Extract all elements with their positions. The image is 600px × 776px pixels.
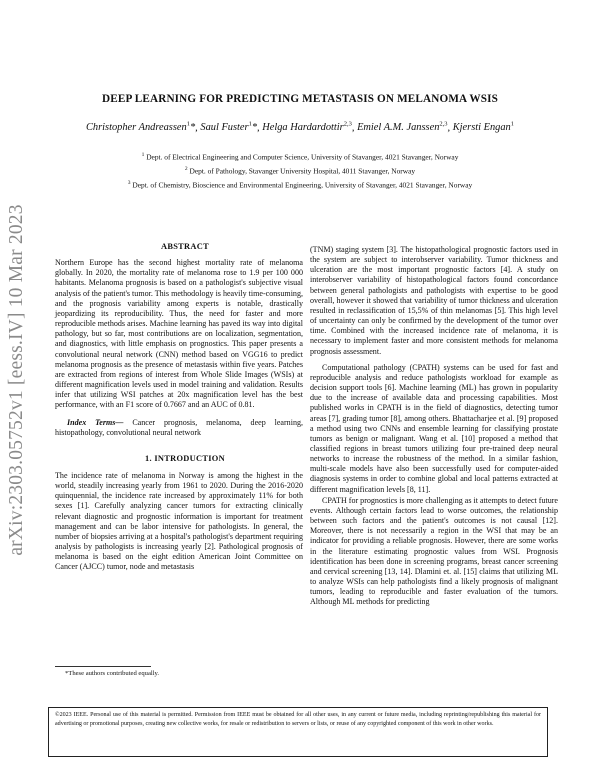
right-column [310, 245, 558, 607]
abstract-text: Northern Europe has the second highest mortality rate of melanoma globally. In 2020, the mortality rate of melanoma rose to 1.9 per 100 000 habitants. Melanoma prognosis is based on a pathologist's subjective visual analysis of the patient's tumor. This methodology is heavily time-consuming, and the prognosis variability among experts is notable, drastically jeopardizing its reproducibility. Thus, the need for faster and more reproducible methods arises. Machine learning has paved its way into digital pathology, but so far, most contributions are on localization, segmentation, and diagnostics, with little emphasis on prognostics. This paper presents a convolutional neural network (CNN) method based on VGG16 to predict melanoma prognosis as the presence of metastasis within five years. Patches are extracted from regions of interest from Whole Slide Images (WSIs) at different magnification levels used in model training and validation. Results infer that utilizing WSI patches at 20x magnification level has the best performance, with an F1 score of 0.7667 and an AUC of 0.81. [55, 258, 303, 410]
author: Helga Hardardottir$^{2,3}$ [262, 121, 352, 134]
author: Christopher Andreassen$^1$* [85, 121, 196, 134]
affiliation: $^3$ Dept. of Chemistry, Bioscience and Environmental Engineering, University of Stavanger, 4021 Stavanger, Norway [127, 180, 473, 190]
copyright-notice: ©2023 IEEE. Personal use of this material is permitted. Permission from IEEE must be obtained for all other uses, in any current or future media, including reprinting/republishing this material for advertising or promotional purposes, creating new collective works, for resale or redistribution to servers or lists, or reuse of any copyrighted component of this work in other works. [48, 707, 548, 757]
author: Saul Fuster$^1$* [200, 121, 258, 134]
body-paragraph: CPATH for prognostics is more challenging as it attempts to detect future events. Although certain factors lead to worse outcomes, the relationship between such factors and the patient's outcomes is not causal [12]. Moreover, there is not necessarily a region in the WSI that may be an indicator for providing a reliable prognosis. However, there are some works in the literature estimating prognostic values from WSI. Prognosis identification has been done in screening programs, breast cancer screening and cervical screening [13, 14]. Dlamini et. al. [15] claims that utilizing ML to analyze WSIs can help pathologists find a likely prognosis of malignant tumors, leading to reproducible and faster evaluation of the tumors. Although ML methods for predicting [310, 495, 558, 607]
paper-title: DEEP LEARNING FOR PREDICTING METASTASIS ON MELANOMA WSIS [102, 93, 498, 105]
abstract-heading: ABSTRACT [160, 242, 209, 251]
footnote: *These authors contributed equally. [65, 670, 160, 677]
body-paragraph: Computational pathology (CPATH) systems can be used for fast and reproducible analysis and reduce pathologists workload for example as decision support tools [6]. Machine learning (ML) has grown in popularity due to the increase of available data and processing capabilities. Most published works in CPATH is in the field of diagnostics, detecting tumor areas [7], grading tumor [8], among others. Bhattacharjee et al. [9] proposed a method using two CNNs and ensemble learning for classifying prostate tumors as benign or malignant. Wang et al. [10] proposed a method that classified regions in breast tumors utilizing four pre-trained deep neural networks to increase the robustness of the method. In a similar fashion, multi-scale models have also been successfully used for computer-aided diagnosis systems in order to combine global and local patterns extracted at different magnification levels [8, 11]. [310, 362, 558, 494]
author: Kjersti Engan$^1$ [452, 121, 515, 134]
arxiv-identifier [4, 200, 30, 560]
affiliation: $^1$ Dept. of Electrical Engineering and Computer Science, University of Stavanger, 4021 Stavanger, Norway [141, 152, 459, 162]
author: Emiel A.M. Janssen$^{2,3}$ [357, 121, 448, 134]
introduction-text: The incidence rate of melanoma in Norway is among the highest in the world, steadily increasing yearly from 1961 to 2020. During the 2016-2020 quinquennial, the incidence rate increased by approximately 11% for both sexes [1]. Carefully analyzing cancer tumors for extracting clinically relevant diagnostic and prognostic information is important for treatment management and can be labor intensive for pathologists. In general, the number of biopsies arriving at a hospital's pathologist's department requiring analysis by pathologists is increasing yearly [2]. Pathological prognosis of melanoma is based on the eight edition American Joint Committee on Cancer (AJCC) tumor, node and metastasis [55, 470, 303, 572]
introduction-heading: 1. INTRODUCTION [145, 453, 225, 463]
index-terms: Index Terms— Cancer prognosis, melanoma, deep learning, histopathology, convolutional neural network [55, 417, 304, 437]
footnote-rule [55, 666, 151, 667]
affiliation: $^2$ Dept. of Pathology, Stavanger University Hospital, 4011 Stavanger, Norway [184, 166, 416, 176]
left-column [55, 242, 303, 573]
body-paragraph: (TNM) staging system [3]. The histopathological prognostic factors used in the system are subject to interobserver variability. Tumor thickness and ulceration are the most important prognostic factors [4]. A study on interobserver variability of histopathological factors found concordance between general pathologists and pathologists with expertise to be good overall, however it showed that variability of tumor thickness and ulceration resulted in reclassification of 15,5% of thin melanomas [5]. This high level of uncertainty can only be confirmed by the development of the tumor over time. Combined with the increased incidence rate of melanoma, it is necessary to implement faster and more consistent methods for melanoma prognosis assessment. [310, 245, 558, 356]
arxiv-identifier-text: arXiv:2303.05752v1 [eess.IV] 10 Mar 2023 [6, 204, 27, 556]
author-list: Christopher Andreassen$^1$*, Saul Fuster$^1$*, Helga Hardardottir$^{2,3}$, Emiel A.M. Janssen$^{2,3}$, Kjersti Engan$^1$ [85, 121, 515, 134]
